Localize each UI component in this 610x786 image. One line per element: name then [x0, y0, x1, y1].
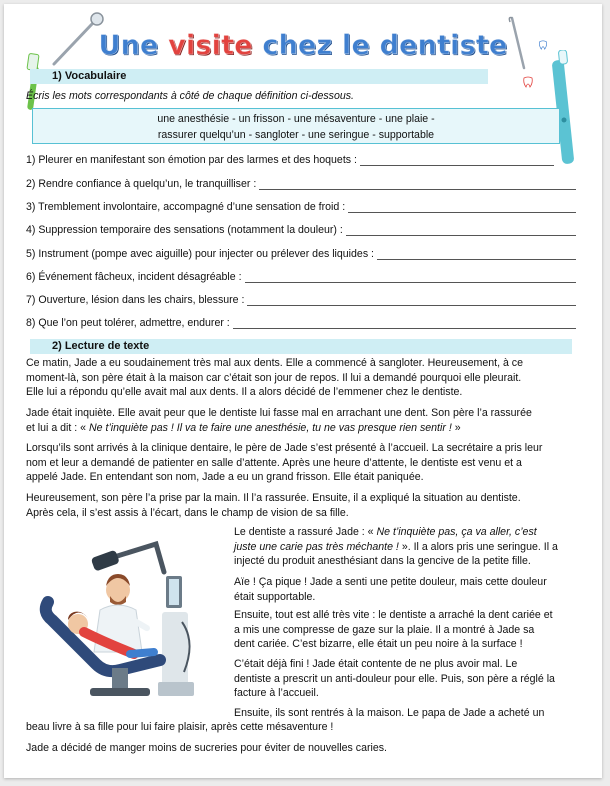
- dentist-illustration: [34, 532, 224, 712]
- paragraph-4: Heureusement, son père l’a prise par la main. Il l’a rassurée. Ensuite, il a expliqué la situation au dentiste. Après cela, il s’est assis à l’écart, dans le champ de vision de sa fille.: [26, 492, 521, 519]
- question-8: 8) Que l’on peut tolérer, admettre, endurer :: [26, 317, 576, 329]
- question-1: 1) Pleurer en manifestant son émotion par des larmes et des hoquets :: [26, 154, 554, 166]
- answer-line[interactable]: [233, 318, 576, 329]
- question-5: 5) Instrument (pompe avec aiguille) pour injecter ou prélever des liquides :: [26, 248, 576, 260]
- answer-line[interactable]: [245, 272, 576, 283]
- question-4: 4) Suppression temporaire des sensations (notamment la douleur) :: [26, 224, 576, 236]
- paragraph-6: Aïe ! Ça pique ! Jade a senti une petite douleur, mais cette douleur était supportable.: [234, 576, 547, 603]
- answer-line[interactable]: [377, 249, 576, 260]
- paragraph-8: C’était déjà fini ! Jade était contente de ne plus avoir mal. Le dentiste a prescrit un anti-douleur pour elle. Puis, son père a réglé la facture à l’accueil.: [234, 658, 555, 699]
- word-bank: [32, 108, 560, 144]
- answer-line[interactable]: [247, 295, 576, 306]
- paragraph-1: Ce matin, Jade a eu soudainement très mal aux dents. Elle a commencé à sangloter. Heureusement, à ce moment-là, son père était à la maison car c’était son jour de repos. Il lui a demandé pourquoi elle pleurait. Elle lui a répondu qu’elle avait mal aux dents. Il a alors décidé de l’emmener chez le dentiste.: [26, 357, 524, 398]
- tooth-icon: [522, 76, 534, 88]
- question-3: 3) Tremblement involontaire, accompagné d’une sensation de froid :: [26, 201, 576, 213]
- paragraph-10: Jade a décidé de manger moins de sucreries pour éviter de nouvelles caries.: [26, 742, 387, 754]
- answer-line[interactable]: [259, 179, 576, 190]
- section-heading-vocabulary: 1) Vocabulaire: [30, 69, 488, 84]
- paragraph-2: Jade était inquiète. Elle avait peur que le dentiste lui fasse mal en arrachant une dent. Son père l’a rassurée et lui a dit : « Ne t’inquiète pas ! Il va te faire une anesthésie, tu ne vas presque rien sentir ! »: [26, 407, 532, 434]
- instruction-text: Écris les mots correspondants à côté de chaque définition ci-dessous.: [26, 90, 354, 102]
- question-6: 6) Événement fâcheux, incident désagréable :: [26, 271, 576, 283]
- paragraph-9-line-2: beau livre à sa fille pour lui faire plaisir, après cette mésaventure !: [26, 721, 334, 733]
- question-2: 2) Rendre confiance à quelqu’un, le tranquilliser :: [26, 178, 576, 190]
- page-title: Une visite chez le dentiste: [98, 30, 508, 61]
- section-heading-reading: 2) Lecture de texte: [30, 339, 572, 354]
- worksheet-page: [4, 4, 602, 778]
- paragraph-5: Le dentiste a rassuré Jade : « Ne t’inquiète pas, ça va aller, c’est juste une carie pas très méchante ! ». Il a alors pris une seringue. Il a injecté du produit anesthésiant dans la gencive de la petite fille.: [234, 526, 558, 567]
- paragraph-3: Lorsqu’ils sont arrivés à la clinique dentaire, le père de Jade s’est présenté à l’accueil. La secrétaire a pris leur nom et leur a demandé de patienter en salle d’attente. Après une heure d’attente, le dentiste est venu et a appelé Jade. En entendant son nom, Jade a eu un grand frisson. Elle était paniquée.: [26, 442, 543, 483]
- word-bank-line: une anesthésie - un frisson - une mésaventure - une plaie -: [157, 113, 435, 125]
- word-bank-line: rassurer quelqu’un - sangloter - une seringue - supportable: [157, 129, 435, 141]
- paragraph-9-line-1: Ensuite, ils sont rentrés à la maison. Le papa de Jade a acheté un: [234, 707, 545, 719]
- paragraph-7: Ensuite, tout est allé très vite : le dentiste a arraché la dent cariée et a mis une compresse de gaze sur la plaie. Il a montré à Jade sa dent cariée. C’est bizarre, elle était un peu noire à la surface !: [234, 609, 553, 650]
- question-7: 7) Ouverture, lésion dans les chairs, blessure :: [26, 294, 576, 306]
- answer-line[interactable]: [346, 225, 576, 236]
- answer-line[interactable]: [360, 155, 554, 166]
- answer-line[interactable]: [348, 202, 576, 213]
